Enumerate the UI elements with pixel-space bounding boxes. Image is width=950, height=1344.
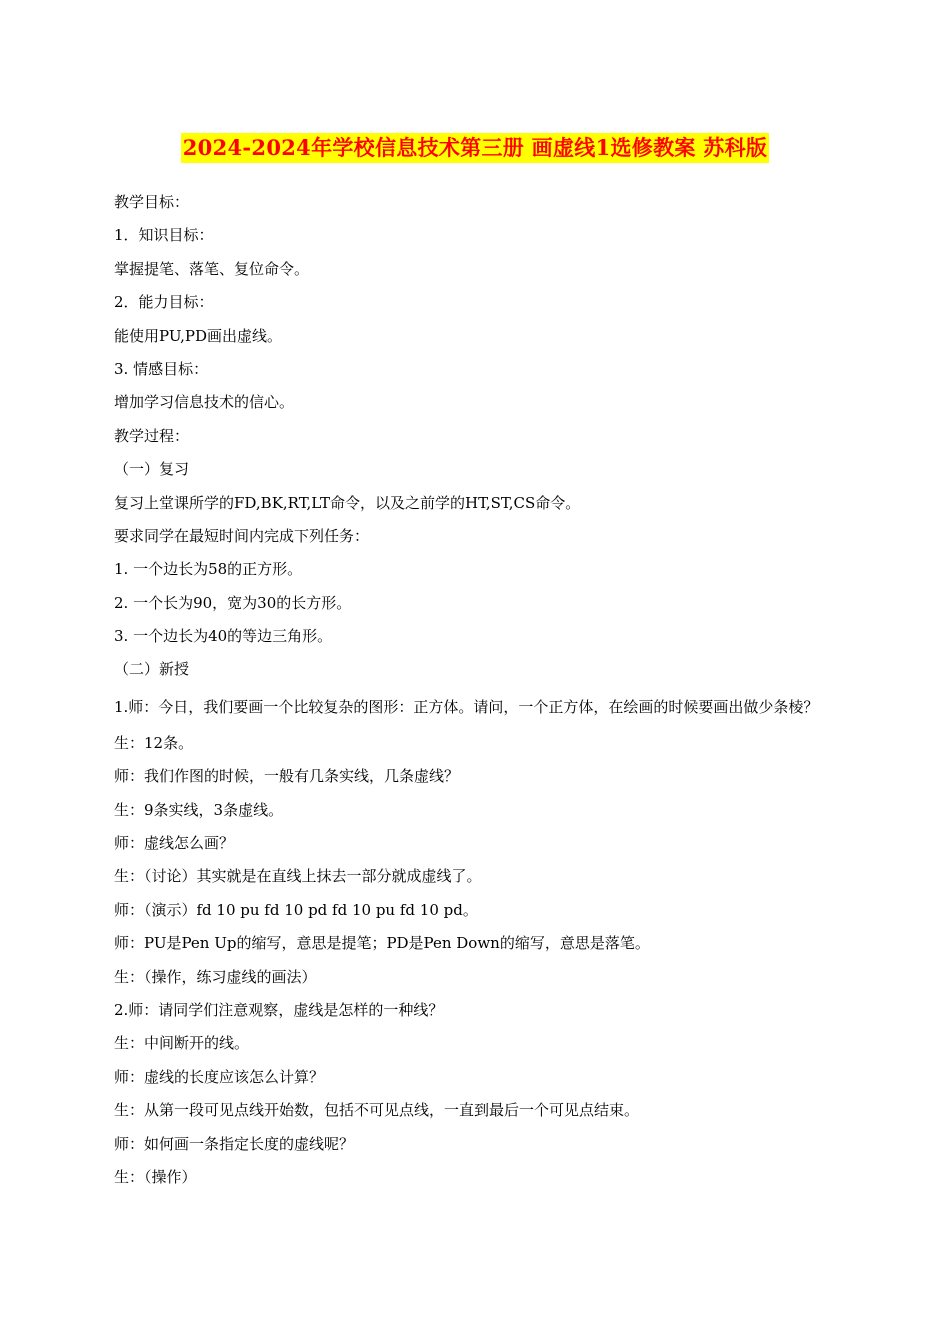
paragraph: 教学过程： [114,426,190,445]
paragraph: 生：从第一段可见点线开始数，包括不可见点线，一直到最后一个可见点结束。 [114,1101,640,1120]
paragraph: 2.师：请同学们注意观察，虚线是怎样的一种线？ [114,1000,444,1019]
paragraph: 生：（讨论）其实就是在直线上抹去一部分就成虚线了。 [114,867,482,886]
paragraph: 师：虚线怎么画？ [114,834,235,853]
paragraph: 3. 情感目标： [114,359,209,378]
paragraph: 2．能力目标： [114,293,214,312]
paragraph: 3. 一个边长为40的等边三角形。 [114,627,333,646]
paragraph: 生：（操作） [114,1167,197,1186]
paragraph: 教学目标： [114,193,190,211]
paragraph: 复习上堂课所学的FD,BK,RT,LT命令，以及之前学的HT,ST,CS命令。 [114,493,581,512]
paragraph: 师：PU是Pen Up的缩写，意思是提笔；PD是Pen Down的缩写，意思是落笔。 [114,934,650,953]
paragraph: 师：（演示）fd 10 pu fd 10 pd fd 10 pu fd 10 pd。 [114,900,478,919]
paragraph: （二）新授 [114,660,190,679]
paragraph: 师：虚线的长度应该怎么计算？ [114,1067,325,1086]
paragraph: 2. 一个长为90，宽为30的长方形。 [114,593,352,612]
paragraph: （一）复习 [114,460,190,479]
document-body [114,186,836,1194]
paragraph: 要求同学在最短时间内完成下列任务： [114,526,370,545]
paragraph: 生：9条实线，3条虚线。 [114,800,284,819]
paragraph: 掌握提笔、落笔、复位命令。 [114,259,310,278]
paragraph: 能使用PU,PD画出虚线。 [114,326,282,345]
paragraph: 生：中间断开的线。 [114,1034,250,1053]
paragraph: 生：12条。 [114,733,194,752]
paragraph: 增加学习信息技术的信心。 [114,393,295,412]
paragraph: 1．知识目标： [114,226,214,245]
title-container [0,133,950,163]
paragraph: 师：我们作图的时候，一般有几条实线，几条虚线？ [114,767,460,786]
document-title: 2024-2024年学校信息技术第三册 画虚线1选修教案 苏科版 [181,133,769,163]
paragraph: 生：（操作，练习虚线的画法） [114,967,317,986]
paragraph: 1.师：今日，我们要画一个比较复杂的图形：正方体。请问，一个正方体，在绘画的时候要画出做少条棱？ [114,697,819,716]
paragraph: 师：如何画一条指定长度的虚线呢？ [114,1134,355,1153]
paragraph: 1. 一个边长为58的正方形。 [114,560,303,579]
